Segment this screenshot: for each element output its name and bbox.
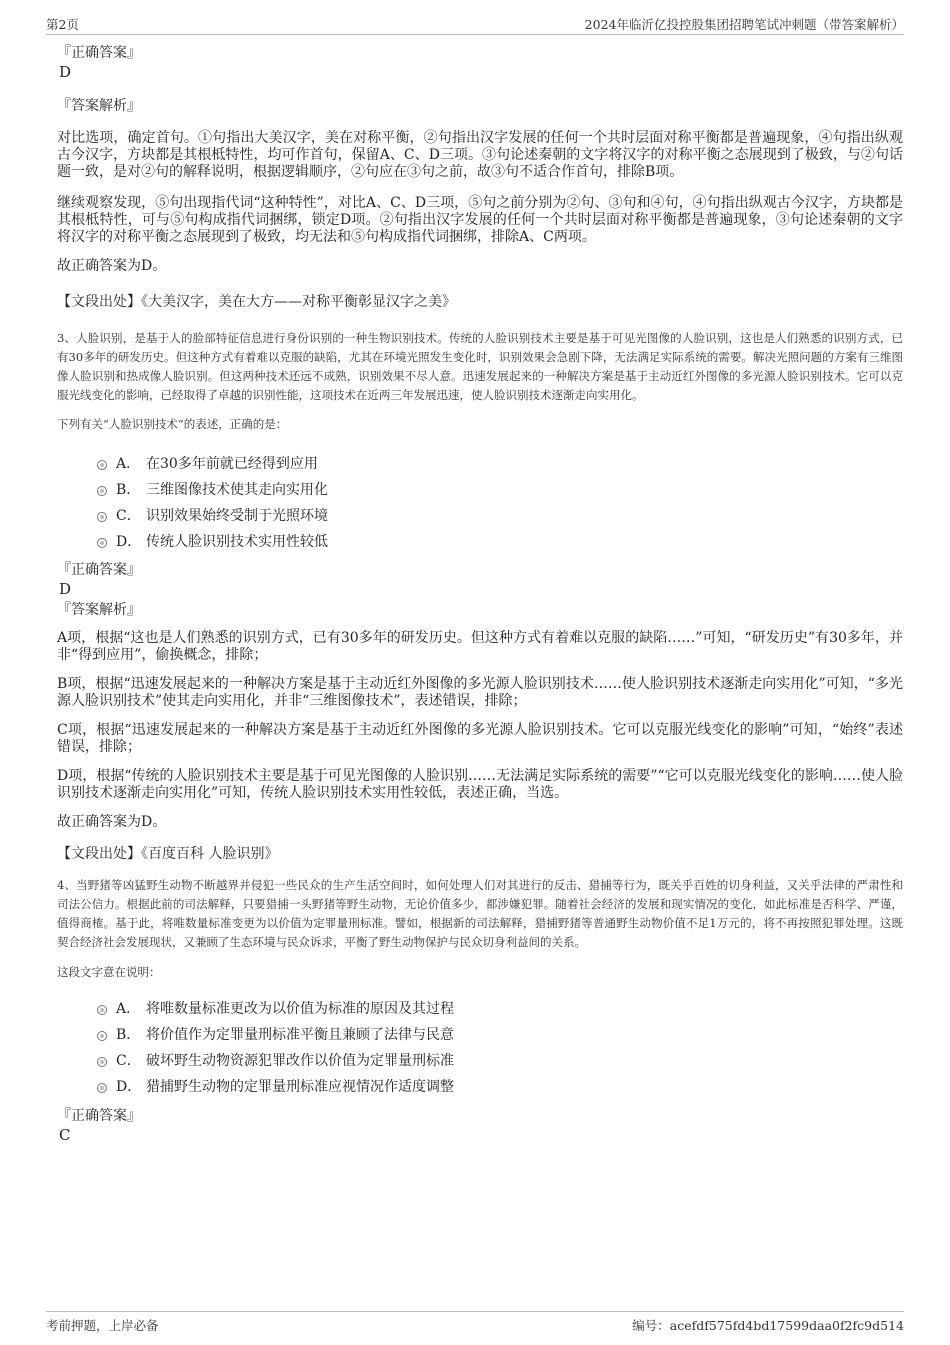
q4-option-c[interactable] [97, 1048, 903, 1074]
q2-analysis-label: 『答案解析』 [57, 98, 141, 114]
q4-option-a[interactable] [97, 996, 903, 1022]
radio-icon[interactable] [97, 460, 107, 470]
page-number: 第2页 [46, 17, 79, 32]
radio-icon[interactable] [97, 512, 107, 522]
q3-option-a[interactable] [97, 451, 903, 477]
q3-analysis-paragraph: A项，根据“这也是人们熟悉的识别方式，已有30多年的研发历史。但这种方式有着难以克服的缺陷……”可知，“研发历史”有30多年，并非“得到应用”，偷换概念，排除； [57, 630, 903, 663]
q2-analysis-paragraph: 继续观察发现，⑤句出现指代词“这种特性”，对比A、C、D三项，⑤句之前分别为②句、③句和④句，④句指出纵观古今汉字，方块都是其根柢特性，可与⑤句构成指代词捆绑，锁定D项。②句指出汉字发展的任何一个共时层面对称平衡都是普遍现象，③句论述秦朝的文字将汉字的对称平衡之态展现到了极致，均无法和⑤句构成指代词捆绑，排除A、C两项。 [57, 195, 903, 245]
q2-answer: D [59, 63, 72, 81]
q3-analysis-paragraph: B项，根据“迅速发展起来的一种解决方案是基于主动近红外图像的多光源人脸识别技术……使人脸识别技术逐渐走向实用化”可知，“多光源人脸识别技术”使其走向实用化，并非“三维图像技术”，表述错误，排除； [57, 676, 903, 709]
option-text: 将价值作为定罪量刑标准平衡且兼顾了法律与民意 [146, 1027, 454, 1043]
q3-answer-label: 『正确答案』 [57, 562, 141, 578]
q3-source: 【文段出处】《百度百科 人脸识别》 [57, 846, 279, 862]
document-title: 2024年临沂亿投控股集团招聘笔试冲刺题（带答案解析） [584, 17, 904, 32]
radio-icon[interactable] [97, 1031, 107, 1041]
option-text: 在30多年前就已经得到应用 [146, 456, 318, 472]
radio-icon[interactable] [97, 1005, 107, 1015]
q3-analysis-paragraph: C项，根据“迅速发展起来的一种解决方案是基于主动近红外图像的多光源人脸识别技术。它可以克服光线变化的影响”可知，“始终”表述错误，排除； [57, 722, 903, 755]
q4-option-d[interactable] [97, 1074, 903, 1100]
option-letter: B． [116, 1027, 141, 1043]
radio-icon[interactable] [97, 538, 107, 548]
option-text: 传统人脸识别技术实用性较低 [146, 534, 328, 550]
radio-icon[interactable] [97, 1083, 107, 1093]
q4-option-b[interactable] [97, 1022, 903, 1048]
option-text: 将唯数量标准更改为以价值为标准的原因及其过程 [146, 1001, 454, 1017]
q4-options [57, 996, 903, 1100]
option-letter: B． [116, 482, 141, 498]
option-letter: C． [116, 508, 141, 524]
q3-answer: D [59, 580, 72, 598]
page-header [46, 14, 904, 35]
q3-analysis-label: 『答案解析』 [57, 602, 141, 618]
q3-question: 下列有关“人脸识别技术”的表述，正确的是： [57, 417, 288, 431]
q2-source: 【文段出处】《大美汉字，美在大方——对称平衡彰显汉字之美》 [57, 294, 456, 310]
option-text: 识别效果始终受制于光照环境 [146, 508, 328, 524]
option-letter: A． [116, 456, 141, 472]
radio-icon[interactable] [97, 486, 107, 496]
q3-options [57, 451, 903, 555]
option-letter: D． [116, 534, 142, 550]
option-letter: C． [116, 1053, 141, 1069]
footer-serial: 编号：acefdf575fd4bd17599daa0f2fc9d514 [632, 1318, 904, 1333]
q2-conclusion: 故正确答案为D。 [57, 258, 167, 274]
q3-conclusion: 故正确答案为D。 [57, 814, 167, 830]
option-text: 破坏野生动物资源犯罪改作以价值为定罪量刑标准 [146, 1053, 454, 1069]
option-letter: D． [116, 1079, 142, 1095]
q3-option-c[interactable] [97, 503, 903, 529]
q3-passage: 3、人脸识别，是基于人的脸部特征信息进行身份识别的一种生物识别技术。传统的人脸识别技术主要是基于可见光图像的人脸识别，这也是人们熟悉的识别方式，已有30多年的研发历史。但这种方式有着难以克服的缺陷，尤其在环境光照发生变化时，识别效果会急剧下降，无法满足实际系统的需要。解决光照问题的方案有三维图像人脸识别和热成像人脸识别。但这两种技术还远不成熟，识别效果不尽人意。迅速发展起来的一种解决方案是基于主动近红外图像的多光源人脸识别技术。它可以克服光线变化的影响，已经取得了卓越的识别性能，这项技术在近两三年发展迅速，使人脸识别技术逐渐走向实用化。 [57, 331, 903, 402]
page-footer [46, 1311, 904, 1334]
q2-analysis-paragraph: 对比选项，确定首句。①句指出大美汉字，美在对称平衡，②句指出汉字发展的任何一个共时层面对称平衡都是普遍现象，④句指出纵观古今汉字，方块都是其根柢特性，均可作首句，保留A、C、D三项。③句论述秦朝的文字将汉字的对称平衡之态展现到了极致，与②句话题一致，是对②句的解释说明，根据逻辑顺序，②句应在③句之前，故③句不适合作首句，排除B项。 [57, 130, 903, 180]
radio-icon[interactable] [97, 1057, 107, 1067]
q4-question: 这段文字意在说明： [57, 965, 161, 979]
q3-option-b[interactable] [97, 477, 903, 503]
q3-analysis-paragraph: D项，根据“传统的人脸识别技术主要是基于可见光图像的人脸识别……无法满足实际系统的需要”“它可以克服光线变化的影响……使人脸识别技术逐渐走向实用化”可知，传统人脸识别技术实用性较低，表述正确，当选。 [57, 768, 903, 801]
option-text: 猎捕野生动物的定罪量刑标准应视情况作适度调整 [146, 1079, 454, 1095]
q3-option-d[interactable] [97, 529, 903, 555]
q4-passage: 4、当野猪等凶猛野生动物不断越界并侵犯一些民众的生产生活空间时，如何处理人们对其进行的反击、猎捕等行为，既关乎百姓的切身利益，又关乎法律的严肃性和司法公信力。根据此前的司法解释，只要猎捕一头野猪等野生动物，无论价值多少，都涉嫌犯罪。随着社会经济的发展和现实情况的变化，如此标准是否科学、严谨，值得商榷。基于此，将唯数量标准变更为以价值为定罪量刑标准。譬如，根据新的司法解释，猎捕野猪等普通野生动物价值不足1万元的，将不再按照犯罪处理。这既契合经济社会发展现状，又兼顾了生态环境与民众诉求，平衡了野生动物保护与民众切身利益间的关系。 [57, 878, 903, 949]
q4-answer-label: 『正确答案』 [57, 1108, 141, 1124]
page-content [57, 44, 903, 1145]
q4-answer: C [59, 1126, 71, 1144]
footer-slogan: 考前押题，上岸必备 [46, 1318, 159, 1333]
option-letter: A． [116, 1001, 141, 1017]
q2-answer-label: 『正确答案』 [57, 45, 141, 61]
option-text: 三维图像技术使其走向实用化 [146, 482, 328, 498]
